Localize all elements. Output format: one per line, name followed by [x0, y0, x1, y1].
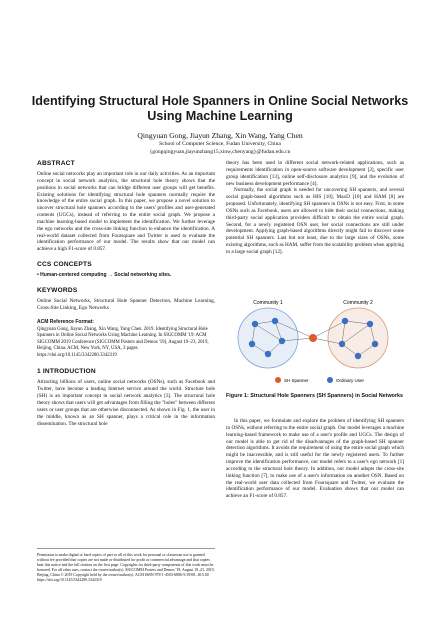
- figure-social-network: [230, 296, 400, 388]
- right-paragraph-1: theory has been used in different social network-related applications, such as requirements identification in open-source software development [2], specific user group identification [13], online self-disclosure analytics [9], and the evolution of new business development performance [4].: [226, 160, 404, 187]
- author-list: Qingyuan Gong, Jiayun Zhang, Xin Wang, Yang Chen: [137, 131, 303, 140]
- ordinary-user-icon: [272, 318, 278, 324]
- right-column-bottom: [226, 418, 404, 500]
- legend-spanner-icon: [275, 377, 281, 383]
- introduction-text: Attracting billions of users, online social networks (OSNs), such as Facebook and Twitter, have become a leading Internet service around the world. Structure hole (SH) is an important concept in social network analytics [3]. The structural hole theory shows that users will get advantages from filling the "holes" between different users or user groups that are otherwise disconnected. As shown in Fig. 1, the user in the middle, known as an SH spanner, plays a critical role in the information dissemination. The structural hole: [37, 379, 215, 427]
- ordinary-user-icon: [372, 341, 378, 347]
- ordinary-user-icon: [342, 318, 348, 324]
- ordinary-user-icon: [279, 338, 285, 344]
- paper-title: Identifying Structural Hole Spanners in Online Social Networks Using Machine Learning: [31, 94, 409, 123]
- ordinary-user-icon: [249, 341, 255, 347]
- ordinary-user-icon: [367, 321, 373, 327]
- affiliation: [20, 141, 420, 156]
- left-column: [37, 160, 215, 427]
- copyright-footnote: Permission to make digital or hard copies of part or all of this work for personal or classroom use is granted without fee provided that copies are not made or distributed for profit or commercial advantage and that copies bear this notice and the full citation on the first page. Copyrights for third-party components of this work must be honored. For all other uses, contact the owner/author(s). SIGCOMM Posters and Demos '19, August 19–23, 2019, Beijing, China © 2019 Copyright held by the owner/author(s). ACM ISBN 978-1-4503-6886-5/19/08...$15.00 https://doi.org/10.1145/3342280.3342319: [37, 548, 215, 584]
- keywords-text: Online Social Networks, Structural Hole Spanner Detection, Machine Learning, Cross-Site Linking, Ego Networks: [37, 297, 215, 311]
- ccs-heading: CCS CONCEPTS: [37, 261, 92, 269]
- legend-ordinary-label: Ordinary User: [336, 378, 365, 383]
- ordinary-user-icon: [252, 321, 258, 327]
- introduction-heading: 1 INTRODUCTION: [37, 368, 96, 376]
- reference-format-text: Qingyuan Gong, Jiayun Zhang, Xin Wang, Yang Chen. 2019. Identifying Structural Hole Spanners in Online Social Networks Using Machine Learning. In SIGCOMM '19: ACM SIGCOMM 2019 Conference (SIGCOMM Posters and Demos '19), August 19–23, 2019, Beijing, China. ACM, New York, NY, USA, 3 pages. https://doi.org/10.1145/3342280.3342319: [37, 326, 209, 358]
- ordinary-user-icon: [339, 341, 345, 347]
- ordinary-user-icon: [355, 353, 361, 359]
- community-1-region: [238, 308, 298, 368]
- affiliation-name: School of Computer Science, Fudan University, China: [159, 141, 281, 147]
- abstract-text: Online social networks play an important role in our daily activities. As an important concept in social network analytics, the structural hole theory shows that the positions in social networks that can bridge different user groups will get benefits. Existing solutions for identifying structural hole spanners normally require the knowledge of the entire social graph. In this paper, we propose a novel solution to uncover structural hole spanners according to the users' profiles and user-generated contents (UGCs), instead of referring to the entire social graph. We propose a machine learning-based model to implement the identification. We further leverage the ego networks and the cross-site linking function to enhance the identification. A real-world dataset collected from Foursquare and Twitter is used to evaluate the identification performance of our model. The results show that our model can achieve a high F1-score of 0.857.: [37, 171, 215, 253]
- abstract-heading: ABSTRACT: [37, 160, 75, 167]
- keywords-heading: KEYWORDS: [37, 286, 78, 294]
- community-2-label: Community 2: [343, 300, 373, 306]
- community-1-label: Community 1: [253, 300, 283, 306]
- right-paragraph-3: In this paper, we formulate and explore the problem of identifying SH spanners in OSNs, without referring to the entire social graph. Our model leverages a machine learning-based framework to make use of a user's profile and UGCs. The design of our model is able to get rid of the disadvantages of the graph-based SH spanner detection algorithms. It avoids the requirement of using the entire social graph which might be inaccessible, and is still useful for the newly registered users. To further improve the identification performance, our model refers to a user's ego network [1] according to the structural hole theory. In addition, our model adopts the cross-site linking function [7], to make use of a user's information on another OSN. Based on the real-world user data collected from Foursquare and Twitter, we evaluate the identification performance of our model. Evaluation shows that our model can achieve an F1-score of 0.857.: [226, 418, 404, 500]
- ccs-text: • Human-centered computing → Social networking sites.: [37, 272, 172, 279]
- figure-caption: Figure 1: Structural Hole Spanners (SH Spanners) in Social Networks: [226, 393, 404, 399]
- right-column-top: [226, 160, 404, 256]
- right-paragraph-2: Normally, the social graph is needed for uncovering SH spanners, and several social graph-based algorithms such as HIS [10], MaxD [10] and HAM [8] are proposed. Unfortunately, identifying SH spanners in OSNs is not easy. First, in some OSNs such as Facebook, users are allowed to hide their social connections, making third-party social application providers difficult to obtain the entire social graph. Second, for a newly registered OSN user, her social connections are still under development. Applying graph-based algorithms directly might fail to discover some potential SH spanners. Last but not least, due to the large sizes of OSNs, some existing algorithms, such as HAM, suffer from the scalability problem when applying to a large social graph [12].: [226, 187, 404, 255]
- legend-ordinary-icon: [327, 377, 333, 383]
- reference-format-heading: ACM Reference Format:: [37, 318, 94, 325]
- legend-spanner-label: SH Spanner: [284, 378, 309, 383]
- author-emails: {gongqingyuan,jiayunzhang15,xinw,chenyang}@fudan.edu.cn: [149, 148, 291, 155]
- sh-spanner-node-icon: [309, 334, 317, 342]
- ordinary-user-icon: [265, 351, 271, 357]
